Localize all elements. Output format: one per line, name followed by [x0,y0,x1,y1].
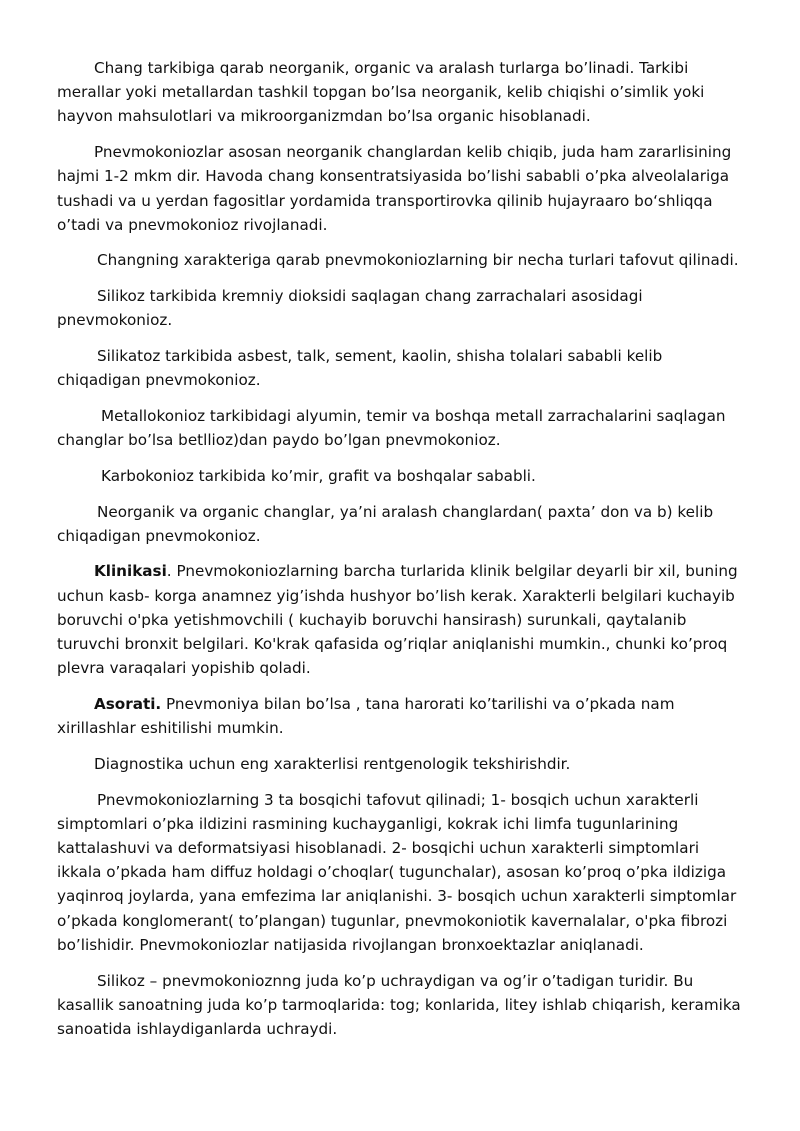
paragraph-dust-composition: Chang tarkibiga qarab neorganik, organic va aralash turlarga bo’linadi. Tarkibi merallar yoki metallardan tashkil topgan bo’lsa neorganik, kelib chiqishi o’simlik yoki hayvon mahsulotlari va mikroorganizmdan bo’lsa organic hisoblanadi. [57,59,705,126]
paragraph-types-intro: Changning xarakteriga qarab pnevmokoniozlarning bir necha turlari tafovut qilinadi. [97,251,739,270]
paragraph-clinic-text: . Pnevmokoniozlarning barcha turlarida klinik belgilar deyarli bir xil, buning uchun kasb- korga anamnez yig’ishda hushyor bo’lish kerak. Xarakterli belgilari kuchayib boruvchi o'pka yetishmovchili ( kuchayib boruvchi hansirash) surunkali, qaytalanib turuvchi bronxit belgilari. Ko'krak qafasida og’riqlar aniqlanishi mumkin., chunki ko’proq plevra varaqalari yopishib qoladi. [57,562,738,678]
paragraph-metalloconiosis: Metallokonioz tarkibidagi alyumin, temir va boshqa metall zarrachalarini saqlagan changlar bo’lsa betllioz)dan paydo bo’lgan pnevmokonioz. [57,406,726,450]
heading-clinic: Klinikasi [94,562,167,581]
paragraph-stages: Pnevmokoniozlarning 3 ta bosqichi tafovut qilinadi; 1- bosqich uchun xarakterli simptomlari o’pka ildizini rasmining kuchayganligi, kokrak ichi limfa tugunlarining kattalashuvi va deformatsiyasi hisoblanadi. 2- bosqichi uchun xarakterli simptomlari ikkala o’pkada ham diffuz holdagi o’choqlar( tugunchalar), asosan ko’proq o’pka ildiziga yaqinroq joylarda, yana emfezima lar aniqlanishi. 3- bosqich uchun xarakterli simptomlar o’pkada konglomerant( to’plangan) tugunlar, pnevmokoniotik kavernalalar, o'pka fibrozi bo’lishidir. Pnevmokoniozlar natijasida rivojlangan bronxoektazlar aniqlanadi. [57,790,737,954]
paragraph-silicosis: Silikoz tarkibida kremniy dioksidi saqlagan chang zarrachalari asosidagi pnevmokonioz. [57,287,643,330]
paragraph-carboconiosis: Karbokonioz tarkibida ko’mir, grafit va boshqalar sababli. [101,466,536,485]
paragraph-silicatosis: Silikatoz tarkibida asbest, talk, sement, kaolin, shisha tolalari sababli kelib chiqadigan pnevmokonioz. [57,347,663,390]
paragraph-pneumoconiosis-origin: Pnevmokoniozlar asosan neorganik changlardan kelib chiqib, juda ham zararlisining hajmi 1-2 mkm dir. Havoda chang konsentratsiyasida bo’lishi sababli o’pka alveolalariga tushadi va u yerdan fagositlar yordamida transportirovka qilinib hujayraaro bo‘shliqqa o’tadi va pnevmokonioz rivojlanadi. [57,143,732,234]
paragraph-complications [57,692,747,740]
paragraph-complications-text: Pnevmoniya bilan bo’lsa , tana harorati ko’tarilishi va o’pkada nam xirillashlar eshitilishi mumkin. [57,694,675,738]
paragraph-diagnostics: Diagnostika uchun eng xarakterlisi rentgenologik tekshirishdir. [94,754,571,773]
paragraph-clinic [57,559,747,680]
document-page [57,56,747,1053]
heading-complications: Asorati. [94,694,162,713]
paragraph-silicosis-detail: Silikoz – pnevmokonioznng juda ko’p uchraydigan va og’ir o’tadigan turidir. Bu kasallik sanoatning juda ko’p tarmoqlarida: tog; konlarida, litey ishlab chiqarish, keramika sanoatida ishlaydiganlarda uchraydi. [57,971,741,1038]
paragraph-mixed-dust: Neorganik va organic changlar, ya’ni aralash changlardan( paxta’ don va b) kelib chiqadigan pnevmokonioz. [57,502,714,545]
